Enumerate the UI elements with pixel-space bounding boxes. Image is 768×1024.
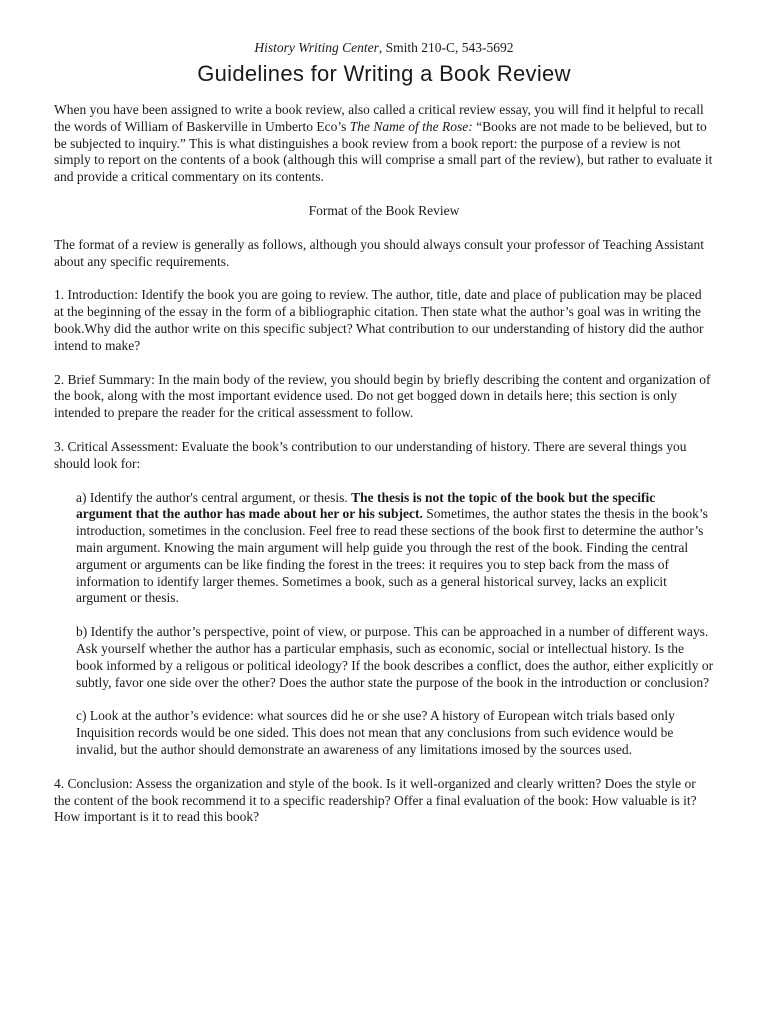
writing-center-name: History Writing Center (254, 40, 379, 55)
assessment-point-b: b) Identify the author’s perspective, point of view, or purpose. This can be approached in a number of different ways. Ask yourself whether the author has a particular emphasis, such as economic, social or intellectual history. Is the book informed by a religous or political ideology? If the book describes a conflict, does the author, either explicitly or subtly, favor one side over the other? Does the author state the purpose of the book in the introduction or conclusion? (76, 624, 714, 690)
format-paragraph: The format of a review is generally as follows, although you should always consult your professor of Teaching Assistant about any specific requirements. (54, 236, 705, 269)
assessment-point-a (76, 490, 714, 608)
assessment-point-c: c) Look at the author’s evidence: what sources did he or she use? A history of European witch trials based only Inquisition records would be one sided. This does not mean that any conclusions from such evidence would be invalid, but the author should demonstrate an awareness of any limitations imosed by the sources used. (76, 708, 675, 757)
introduction-section: 1. Introduction: Identify the book you are going to review. The author, title, date and place of publication may be placed at the beginning of the essay in the form of a bibliographic citation. Then state what the author’s goal was in writing the book.Why did the author write on this specific subject? What contribution to our understanding of history did the author intend to make? (54, 287, 704, 353)
point-a-thesis-emphasis: The thesis is not the topic of the book but the specific argument that the author has made about her or his subject. (76, 489, 656, 522)
point-a-text-part1: a) Identify the author's central argument, or thesis. (76, 489, 352, 505)
intro-paragraph (54, 102, 714, 186)
format-heading: Format of the Book Review (308, 202, 460, 218)
header-contact-line (54, 40, 714, 56)
conclusion-section: 4. Conclusion: Assess the organization and style of the book. Is it well-organized and clearly written? Does the style or the content of the book recommend it to a specific readership? Offer a final evaluation of the book: How valuable is it? How important is it to read this book? (54, 775, 697, 825)
assessment-section: 3. Critical Assessment: Evaluate the book’s contribution to our understanding of history. There are several things you should look for: (54, 438, 687, 471)
summary-section: 2. Brief Summary: In the main body of the review, you should begin by briefly describing the content and organization of the book, along with the most important evidence used. Do not get bogged down in details here; this section is only intended to prepare the reader for the critical assessment to follow. (54, 371, 711, 421)
intro-text-part1: When you have been assigned to write a book review, also called a critical review essay, you will find it helpful to recall the words of William of Baskerville in Umberto Eco’s (54, 102, 704, 134)
document-page (54, 40, 714, 826)
writing-center-location: , Smith 210-C, 543-5692 (378, 40, 514, 55)
point-a-text-part2: Sometimes, the author states the thesis in the book’s introduction, sometimes in the conclusion. Feel free to read these sections of the book first to determine the author’s main argument. Knowing the main argument will help guide you through the rest of the book. Finding the central argument or arguments can be like finding the forest in the trees: it requires you to step back from the mass of information to identify larger themes. Sometimes a book, such as a general historical survey, lacks an explicit argument or thesis. (76, 506, 708, 606)
intro-book-title: The Name of the Rose: (349, 118, 473, 134)
intro-text-part2: “Books are not made to be believed, but to be subjected to inquiry.” This is what distinguishes a book review from a book report: the purpose of a review is not simply to report on the contents of a book (although this will comprise a small part of the review), but rather to evaluate it and provide a critical commentary on its contents. (54, 118, 713, 185)
document-title: Guidelines for Writing a Book Review (197, 61, 571, 86)
